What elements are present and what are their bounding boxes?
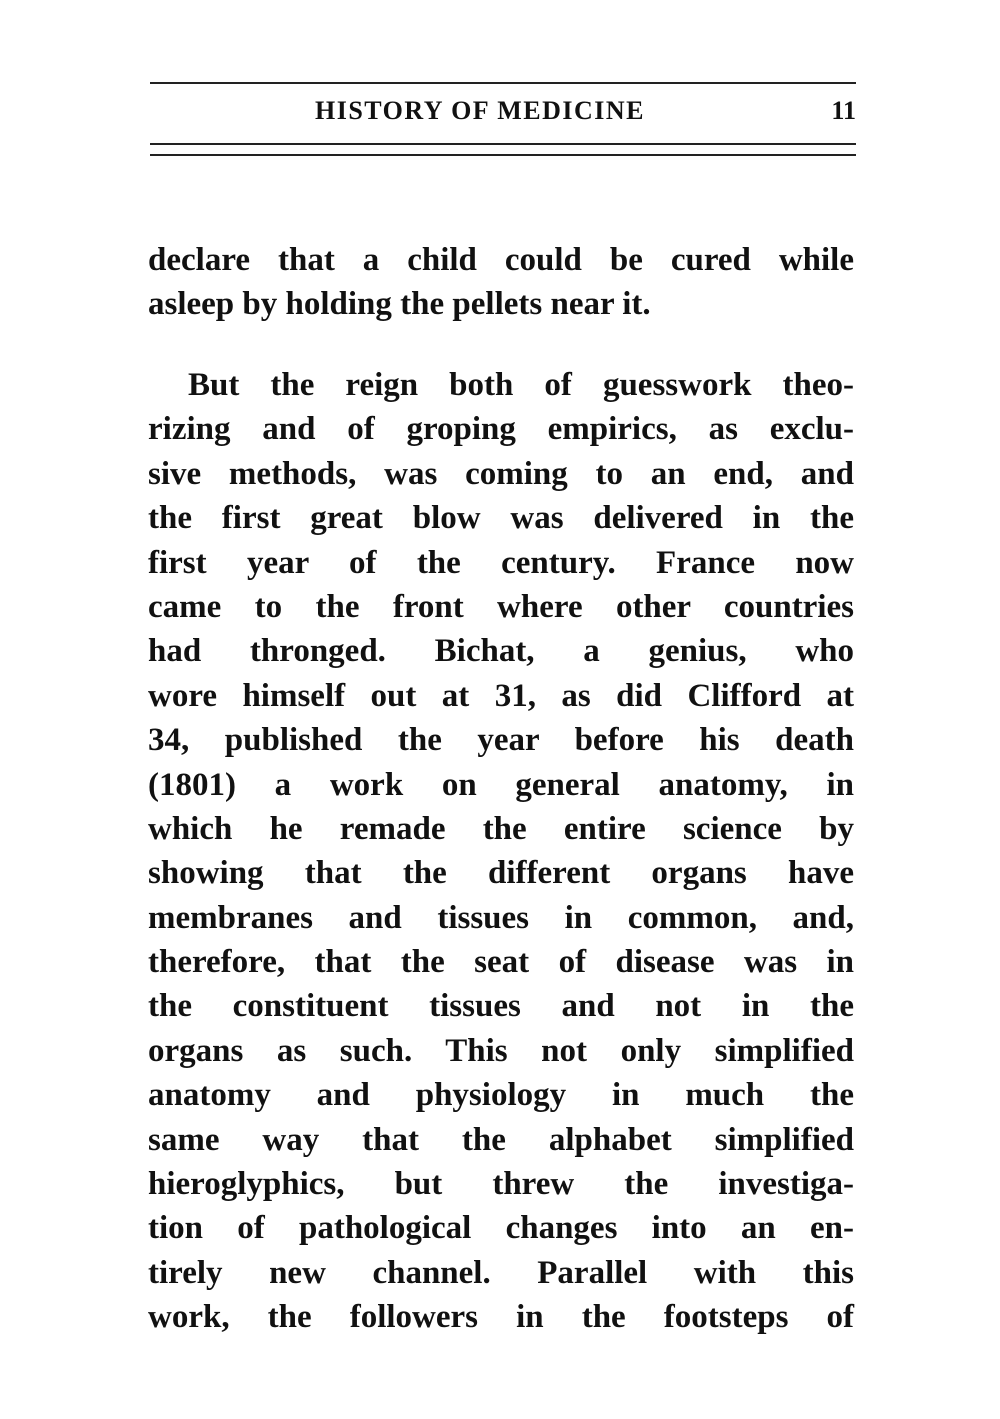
text-line: declare that a child could be cured while [148, 242, 854, 278]
page-number: 11 [831, 96, 856, 125]
text-line: first year of the century. France now [148, 544, 854, 581]
paragraph-2 [148, 363, 854, 1340]
text-line: the constituent tissues and not in the [148, 988, 854, 1025]
text-line: same way that the alphabet simplified [148, 1121, 854, 1158]
header-bottom-rule-double [150, 154, 856, 156]
text-line: membranes and tissues in common, and, [148, 899, 854, 936]
running-head [150, 96, 856, 132]
text-line: 34, published the year before his death [148, 722, 854, 759]
text-line: asleep by holding the pellets near it. [148, 286, 651, 323]
text-line: organs as such. This not only simplified [148, 1032, 854, 1069]
text-line: sive methods, was coming to an end, and [148, 455, 854, 492]
text-line: wore himself out at 31, as did Clifford at [148, 677, 854, 714]
text-line: had thronged. Bichat, a genius, who [148, 633, 854, 670]
text-line: showing that the different organs have [148, 855, 854, 892]
running-title: HISTORY OF MEDICINE [315, 96, 646, 125]
text-line: tirely new channel. Parallel with this [148, 1254, 854, 1291]
text-line: anatomy and physiology in much the [148, 1077, 854, 1114]
text-line: tion of pathological changes into an en- [148, 1210, 854, 1247]
text-line: rizing and of groping empirics, as exclu- [148, 411, 854, 448]
text-line: the first great blow was delivered in the [148, 500, 854, 537]
text-line: (1801) a work on general anatomy, in [148, 766, 854, 803]
header-top-rule [150, 82, 856, 84]
text-line: which he remade the entire science by [148, 810, 854, 847]
text-line: work, the followers in the footsteps of [148, 1299, 854, 1336]
paragraph-1 [148, 238, 854, 327]
text-line: But the reign both of guesswork theo- [188, 367, 854, 403]
text-line: hieroglyphics, but threw the investiga- [148, 1166, 854, 1203]
text-line: came to the front where other countries [148, 588, 854, 625]
header-bottom-rule [150, 143, 856, 145]
text-line: therefore, that the seat of disease was in [148, 944, 854, 981]
